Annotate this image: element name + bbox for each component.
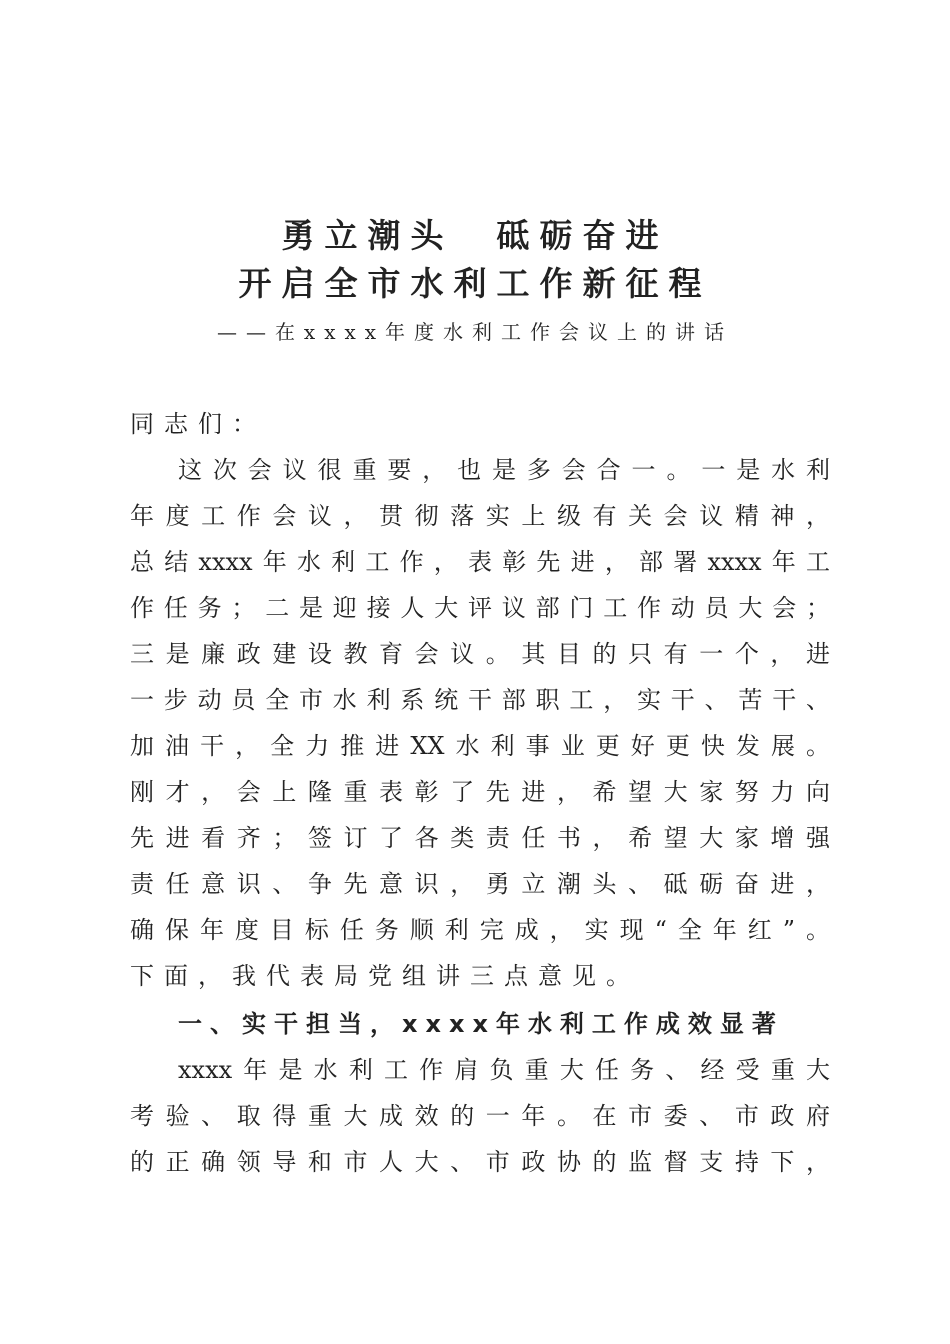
title-line-2: 开启全市水利工作新征程 — [238, 264, 712, 303]
paragraph-line: 作任务；二是迎接人大评议部门工作动员大会； — [130, 594, 830, 622]
paragraph-line: 下面，我代表局党组讲三点意见。 — [130, 962, 640, 990]
paragraph-line: 一步动员全市水利系统干部职工，实干、苦干、 — [130, 686, 830, 714]
paragraph-line: 确保年度目标任务顺利完成，实现“全年红”。 — [130, 916, 830, 944]
paragraph-line: 年度工作会议，贯彻落实上级有关会议精神， — [130, 502, 830, 530]
section-heading: 一、实干担当，xxxx年水利工作成效显著 — [178, 1010, 784, 1038]
paragraph-line: 的正确领导和市人大、市政协的监督支持下， — [130, 1148, 830, 1176]
paragraph-line: 三是廉政建设教育会议。其目的只有一个，进 — [130, 640, 830, 668]
paragraph-line: xxxx年是水利工作肩负重大任务、经受重大 — [178, 1056, 830, 1084]
paragraph-line: 刚才，会上隆重表彰了先进，希望大家努力向 — [130, 778, 830, 806]
subtitle: ——在xxxx年度水利工作会议上的讲话 — [216, 320, 734, 344]
paragraph-line: 先进看齐；签订了各类责任书，希望大家增强 — [130, 824, 830, 852]
salutation: 同志们： — [130, 410, 266, 438]
paragraph-line: 考验、取得重大成效的一年。在市委、市政府 — [130, 1102, 830, 1130]
paragraph-line: 加油干，全力推进XX水利事业更好更快发展。 — [130, 732, 830, 760]
paragraph-line: 总结xxxx年水利工作，表彰先进，部署xxxx年工 — [130, 548, 830, 576]
title-line-1: 勇立潮头 砥砺奋进 — [281, 216, 669, 255]
paragraph-line: 这次会议很重要，也是多会合一。一是水利 — [178, 456, 830, 484]
paragraph-line: 责任意识、争先意识，勇立潮头、砥砺奋进， — [130, 870, 830, 898]
